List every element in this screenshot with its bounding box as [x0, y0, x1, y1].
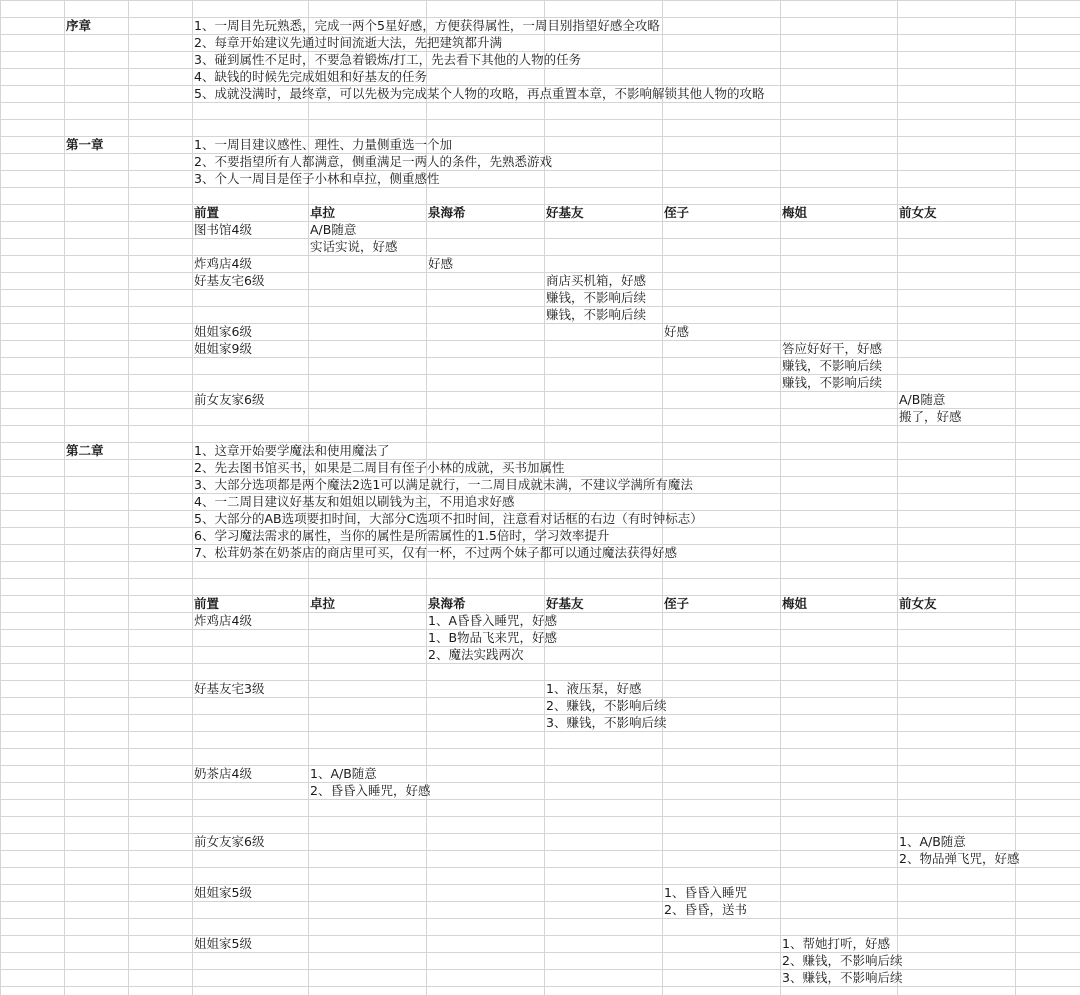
table-cell: 商店买机箱，好感 [546, 273, 647, 288]
table-cell: 前女友家6级 [194, 834, 265, 849]
section-title-prologue: 序章 [66, 18, 92, 33]
column-divider [128, 0, 129, 995]
chapter2-note: 4、一二周目建议好基友和姐姐以刷钱为主，不用追求好感 [194, 494, 515, 509]
table-cell: 答应好好干，好感 [782, 341, 883, 356]
table-cell: A/B随意 [899, 392, 946, 407]
section-title-chapter1: 第一章 [66, 137, 104, 152]
header-buddy: 好基友 [546, 205, 584, 220]
prologue-note: 3、碰到属性不足时，不要急着锻炼/打工，先去看下其他的人物的任务 [194, 52, 582, 67]
header-zora: 卓拉 [310, 596, 336, 611]
header-izumi: 泉海希 [428, 596, 466, 611]
header-zora: 卓拉 [310, 205, 336, 220]
table-cell: 2、物品弹飞咒，好感 [899, 851, 1020, 866]
table-cell: 2、昏昏入睡咒，好感 [310, 783, 431, 798]
table-cell: 姐姐家6级 [194, 324, 252, 339]
table-cell: 好感 [664, 324, 690, 339]
table-cell: 赚钱，不影响后续 [782, 375, 883, 390]
table-cell: A/B随意 [310, 222, 357, 237]
table-cell: 好基友宅3级 [194, 681, 265, 696]
chapter2-note: 5、大部分的AB选项要扣时间，大部分C选项不扣时间，注意看对话框的右边（有时钟标志） [194, 511, 703, 526]
header-ex-girlfriend: 前女友 [899, 205, 937, 220]
header-sister-mei: 梅姐 [782, 596, 808, 611]
table-cell: 赚钱，不影响后续 [782, 358, 883, 373]
table-cell: 2、昏昏，送书 [664, 902, 747, 917]
header-nephew: 侄子 [664, 205, 690, 220]
chapter1-note: 3、个人一周目是侄子小林和卓拉，侧重感性 [194, 171, 440, 186]
table-cell: 炸鸡店4级 [194, 256, 252, 271]
header-nephew: 侄子 [664, 596, 690, 611]
table-cell: 实话实说，好感 [310, 239, 398, 254]
table-cell: 搬了，好感 [899, 409, 962, 424]
chapter2-note: 7、松茸奶茶在奶茶店的商店里可买，仅有一杯，不过两个妹子都可以通过魔法获得好感 [194, 545, 677, 560]
table-cell: 奶茶店4级 [194, 766, 252, 781]
header-izumi: 泉海希 [428, 205, 466, 220]
table-cell: 赚钱，不影响后续 [546, 290, 647, 305]
table-cell: 3、赚钱，不影响后续 [782, 970, 903, 985]
column-divider [662, 0, 663, 995]
chapter1-note: 1、一周目建议感性、理性、力量侧重选一个加 [194, 137, 452, 152]
table-cell: 炸鸡店4级 [194, 613, 252, 628]
column-divider [544, 0, 545, 995]
chapter2-note: 3、大部分选项都是两个魔法2选1可以满足就行，一二周目成就未满，不建议学满所有魔法 [194, 477, 693, 492]
column-divider [780, 0, 781, 995]
table-cell: 1、液压泵，好感 [546, 681, 642, 696]
header-buddy: 好基友 [546, 596, 584, 611]
table-cell: 2、魔法实践两次 [428, 647, 524, 662]
chapter1-note: 2、不要指望所有人都满意，侧重满足一两人的条件，先熟悉游戏 [194, 154, 552, 169]
table-cell: 好感 [428, 256, 454, 271]
column-divider [1015, 0, 1016, 995]
table-cell: 1、B物品飞来咒，好感 [428, 630, 558, 645]
table-cell: 2、赚钱，不影响后续 [546, 698, 667, 713]
chapter2-note: 1、这章开始要学魔法和使用魔法了 [194, 443, 390, 458]
prologue-note: 5、成就没满时，最终章，可以先极为完成某个人物的攻略，再点重置本章，不影响解锁其他人物的攻略 [194, 86, 765, 101]
table-cell: 姐姐家5级 [194, 936, 252, 951]
section-title-chapter2: 第二章 [66, 443, 104, 458]
table-cell: 前女友家6级 [194, 392, 265, 407]
prologue-note: 1、一周目先玩熟悉，完成一两个5星好感，方便获得属性，一周目别指望好感全攻略 [194, 18, 660, 33]
chapter2-note: 6、学习魔法需求的属性，当你的属性是所需属性的1.5倍时，学习效率提升 [194, 528, 610, 543]
chapter2-note: 2、先去图书馆买书，如果是二周目有侄子小林的成就，买书加属性 [194, 460, 565, 475]
header-sister-mei: 梅姐 [782, 205, 808, 220]
table-cell: 3、赚钱，不影响后续 [546, 715, 667, 730]
table-cell: 1、A/B随意 [899, 834, 966, 849]
table-cell: 姐姐家9级 [194, 341, 252, 356]
table-cell: 1、A/B随意 [310, 766, 377, 781]
table-cell: 1、A昏昏入睡咒，好感 [428, 613, 558, 628]
table-cell: 图书馆4级 [194, 222, 252, 237]
header-ex-girlfriend: 前女友 [899, 596, 937, 611]
table-cell: 1、帮她打听，好感 [782, 936, 890, 951]
header-prerequisite: 前置 [194, 205, 220, 220]
table-cell: 2、赚钱，不影响后续 [782, 953, 903, 968]
prologue-note: 4、缺钱的时候先完成姐姐和好基友的任务 [194, 69, 427, 84]
prologue-note: 2、每章开始建议先通过时间流逝大法，先把建筑都升满 [194, 35, 502, 50]
table-cell: 姐姐家5级 [194, 885, 252, 900]
table-cell: 1、昏昏入睡咒 [664, 885, 747, 900]
header-prerequisite: 前置 [194, 596, 220, 611]
table-cell: 好基友宅6级 [194, 273, 265, 288]
table-cell: 赚钱，不影响后续 [546, 307, 647, 322]
